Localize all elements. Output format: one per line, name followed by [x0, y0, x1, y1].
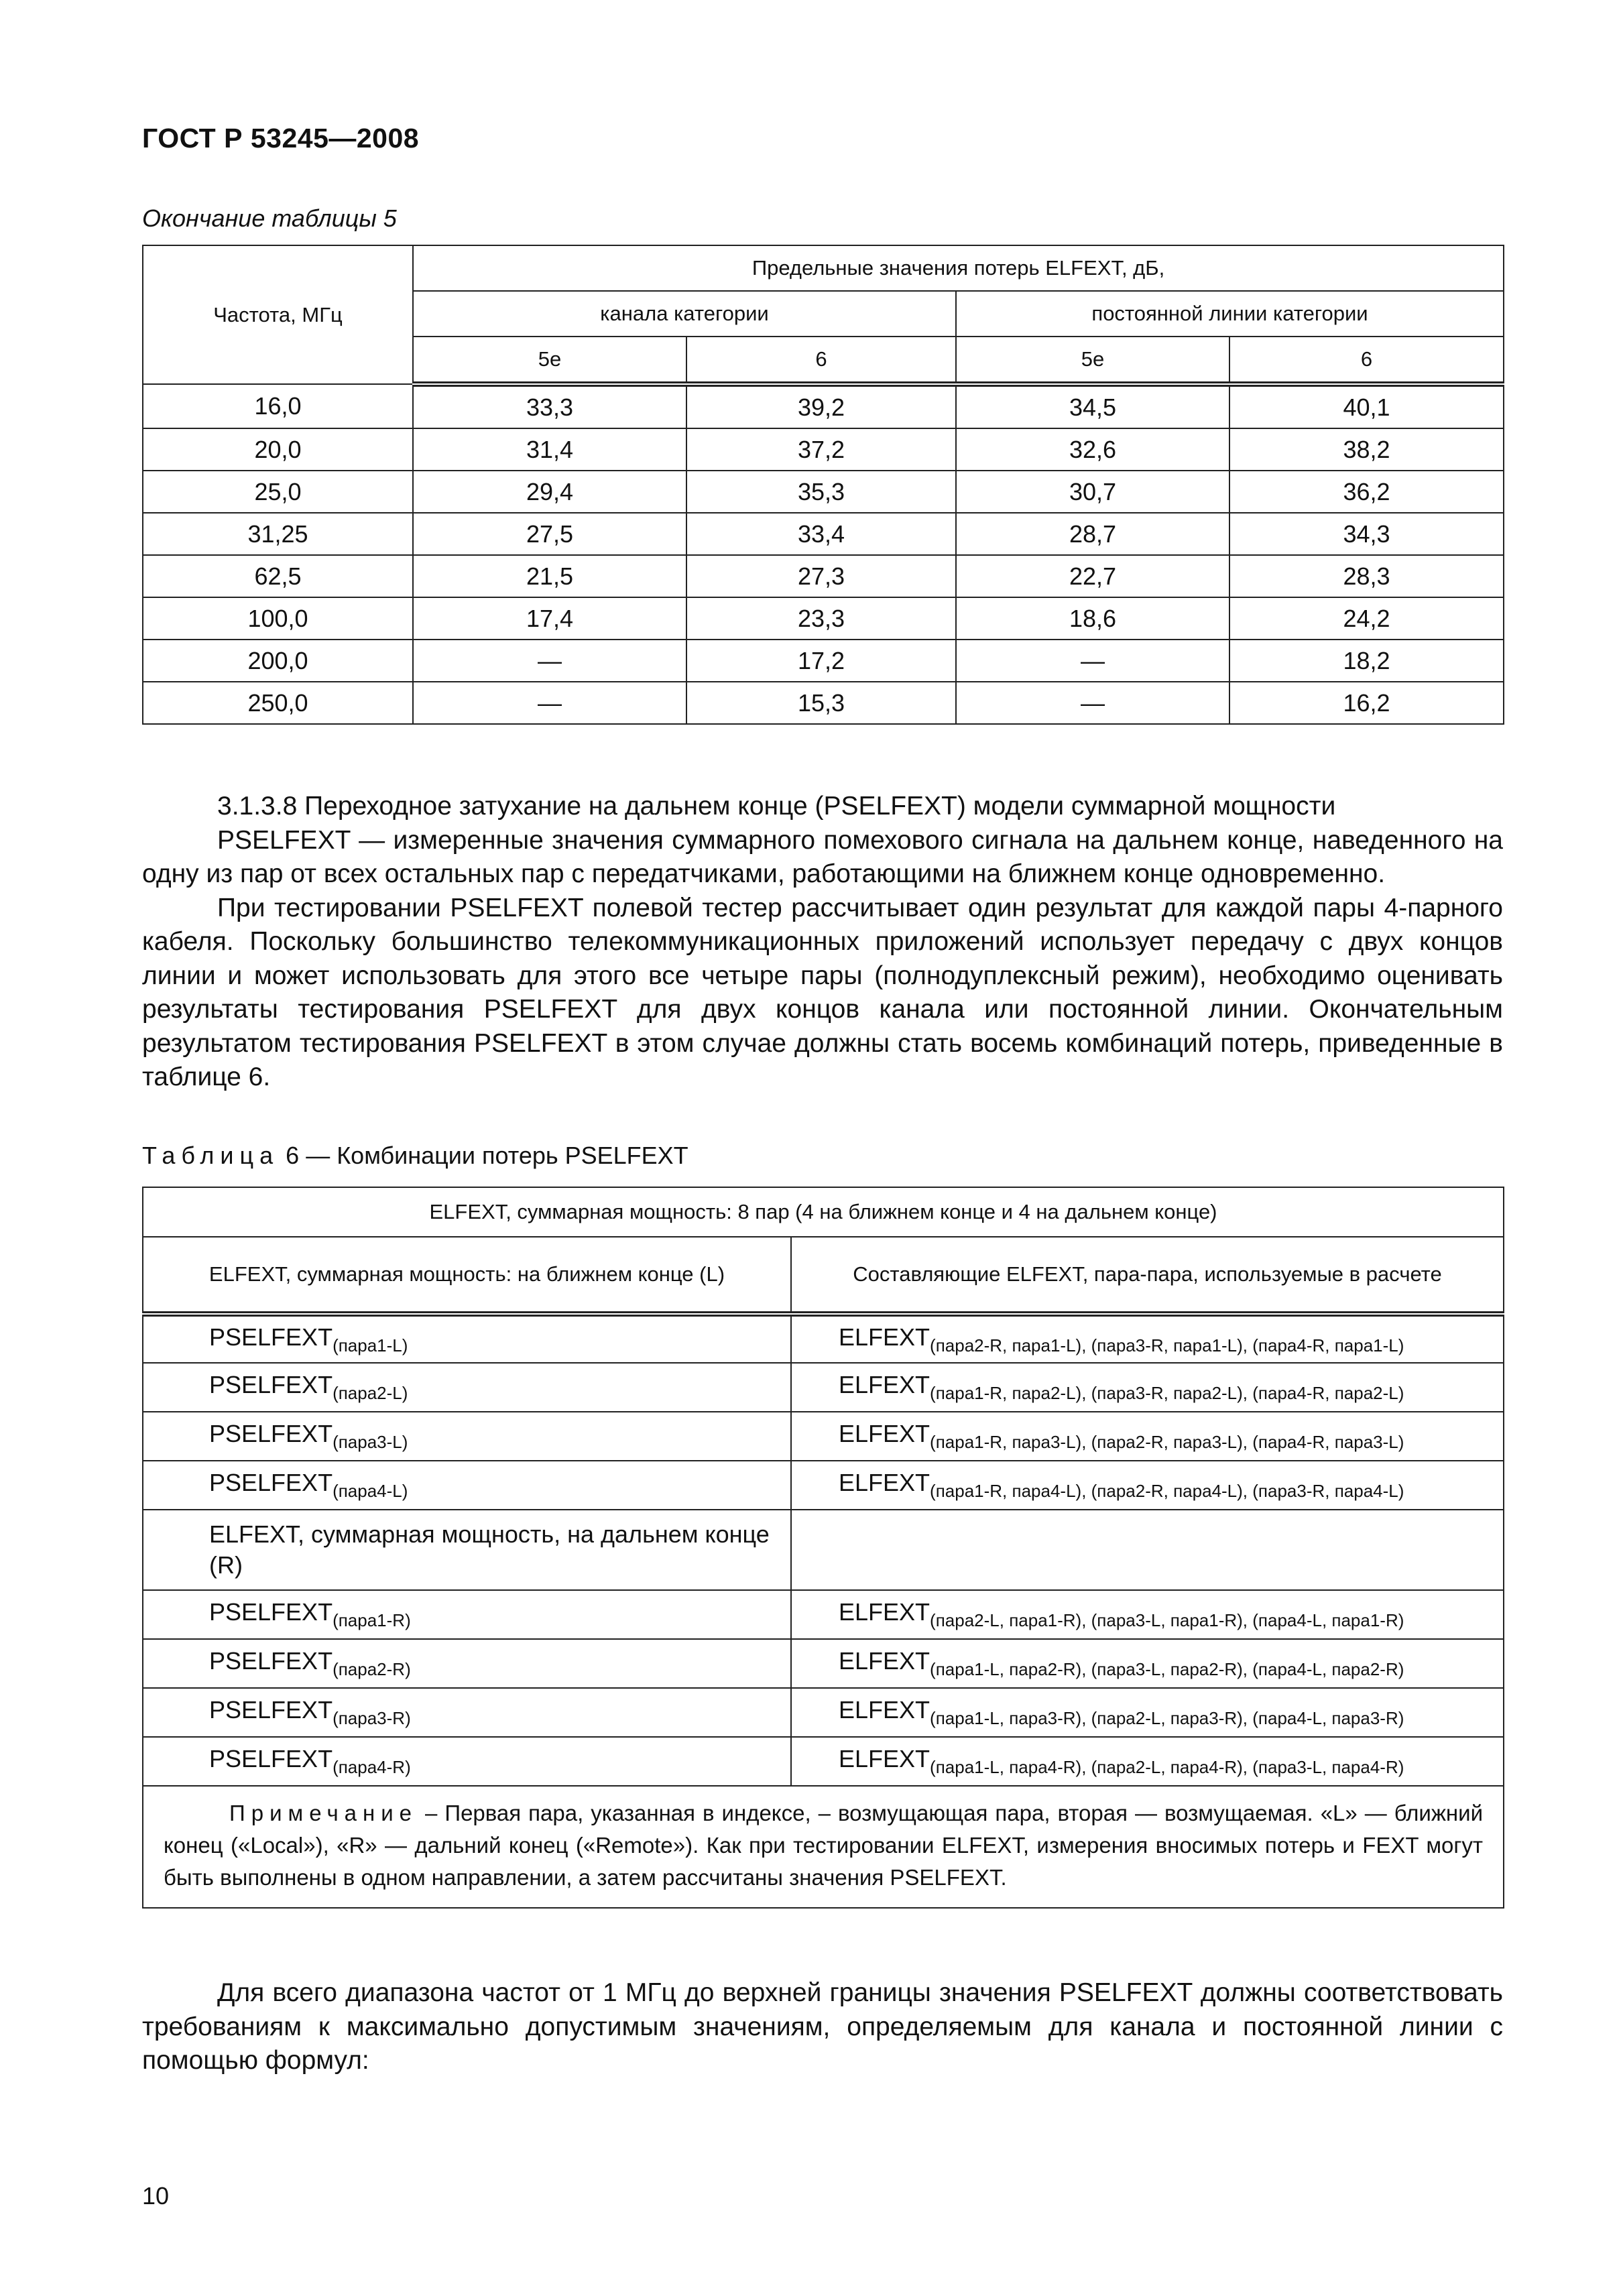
- table5: [142, 245, 1504, 725]
- cell-main: PSELFEXT: [209, 1469, 333, 1496]
- cell: 24,2: [1229, 597, 1504, 640]
- pselfext-cell: [143, 1737, 791, 1786]
- table-row: [143, 1412, 1504, 1461]
- cell: 200,0: [143, 640, 413, 682]
- cell-sub: (пара2-R, пара1-L), (пара3-R, пара1-L), (пара4-R, пара1-L): [930, 1335, 1404, 1355]
- elfext-cell: [791, 1363, 1504, 1412]
- pselfext-cell: [143, 1412, 791, 1461]
- table-row: [143, 640, 1504, 682]
- cell-main: ELFEXT: [839, 1420, 930, 1447]
- cell: —: [956, 640, 1229, 682]
- cell: 16,0: [143, 384, 413, 428]
- elfext-cell: [791, 1461, 1504, 1510]
- elfext-cell: [791, 1639, 1504, 1688]
- cell-main: PSELFEXT: [209, 1647, 333, 1675]
- cell: 20,0: [143, 428, 413, 471]
- cell: —: [956, 682, 1229, 724]
- cell-main: ELFEXT: [839, 1745, 930, 1772]
- closing-text: [142, 1976, 1503, 2078]
- cell: 40,1: [1229, 384, 1504, 428]
- cell-sub: (пара1-L, пара2-R), (пара3-L, пара2-R), (пара4-L, пара2-R): [930, 1659, 1404, 1679]
- cell: 17,2: [686, 640, 956, 682]
- cell-main: PSELFEXT: [209, 1696, 333, 1724]
- cell: 16,2: [1229, 682, 1504, 724]
- table6-near-header: ELFEXT, суммарная мощность: на ближнем конце (L): [143, 1237, 791, 1314]
- subcol-header: 5е: [413, 337, 686, 384]
- table-row: [143, 1363, 1504, 1412]
- table-row: [143, 1314, 1504, 1363]
- cell: 33,3: [413, 384, 686, 428]
- table-row: [143, 682, 1504, 724]
- table6-note: [143, 1786, 1504, 1908]
- cell: 25,0: [143, 471, 413, 513]
- table-row: [143, 1590, 1504, 1639]
- far-end-section-label: ELFEXT, суммарная мощность, на дальнем конце (R): [143, 1510, 791, 1590]
- cell-main: ELFEXT: [839, 1696, 930, 1724]
- col-channel-header: канала категории: [413, 291, 956, 337]
- cell-main: PSELFEXT: [209, 1420, 333, 1447]
- cell-sub: (пара1-R, пара3-L), (пара2-R, пара3-L), (пара4-R, пара3-L): [930, 1432, 1404, 1452]
- cell: 37,2: [686, 428, 956, 471]
- table-row: [143, 1461, 1504, 1510]
- cell: 18,6: [956, 597, 1229, 640]
- cell-sub: (пара4-L): [333, 1481, 408, 1501]
- document-header: ГОСТ Р 53245—2008: [142, 123, 420, 154]
- cell: 21,5: [413, 555, 686, 597]
- cell: 34,5: [956, 384, 1229, 428]
- cell-main: ELFEXT: [839, 1598, 930, 1626]
- subcol-header: 5е: [956, 337, 1229, 384]
- pselfext-cell: [143, 1688, 791, 1737]
- pselfext-cell: [143, 1639, 791, 1688]
- table-row: [143, 471, 1504, 513]
- table-row: [143, 555, 1504, 597]
- cell: 23,3: [686, 597, 956, 640]
- cell-main: ELFEXT: [839, 1371, 930, 1398]
- cell: 38,2: [1229, 428, 1504, 471]
- cell: 22,7: [956, 555, 1229, 597]
- cell: 29,4: [413, 471, 686, 513]
- cell: 28,3: [1229, 555, 1504, 597]
- table-row: [143, 1639, 1504, 1688]
- cell: 28,7: [956, 513, 1229, 555]
- cell: 15,3: [686, 682, 956, 724]
- cell-sub: (пара1-R, пара2-L), (пара3-R, пара2-L), (пара4-R, пара2-L): [930, 1383, 1404, 1403]
- paragraph: PSELFEXT — измеренные значения суммарного помехового сигнала на дальнем конце, наведенного на одну из пар от всех остальных пар с передатчиками, работающими на ближнем конце одновременно.: [142, 825, 1503, 888]
- cell-main: ELFEXT: [839, 1647, 930, 1675]
- subcol-header: 6: [686, 337, 956, 384]
- cell: 36,2: [1229, 471, 1504, 513]
- cell: 39,2: [686, 384, 956, 428]
- table-row: [143, 1688, 1504, 1737]
- paragraph: При тестировании PSELFEXT полевой тестер рассчитывает один результат для каждой пары 4-парного кабеля. Поскольку большинство телекоммуникационных приложений использует передачу с двух концов линии и может использовать для этого все четыре пары (полнодуплексный режим), необходимо оценивать результаты тестирования PSELFEXT для двух концов канала или постоянной линии. Окончательным результатом тестирования PSELFEXT в этом случае должны стать восемь комбинаций потерь, приведенные в таблице 6.: [142, 893, 1503, 1091]
- note-label: Примечание: [229, 1801, 418, 1825]
- cell: 31,25: [143, 513, 413, 555]
- cell-sub: (пара3-R): [333, 1708, 411, 1728]
- cell: 17,4: [413, 597, 686, 640]
- cell-main: PSELFEXT: [209, 1598, 333, 1626]
- cell: 31,4: [413, 428, 686, 471]
- cell-main: ELFEXT: [839, 1469, 930, 1496]
- cell: 250,0: [143, 682, 413, 724]
- elfext-cell: [791, 1412, 1504, 1461]
- section-text: [142, 790, 1503, 1095]
- col-frequency-header: Частота, МГц: [143, 245, 413, 384]
- elfext-cell: [791, 1314, 1504, 1363]
- page-number: 10: [142, 2182, 170, 2210]
- subcol-header: 6: [1229, 337, 1504, 384]
- empty-cell: [791, 1510, 1504, 1590]
- cell-main: PSELFEXT: [209, 1323, 333, 1351]
- table6-components-header: Составляющие ELFEXT, пара-пара, используемые в расчете: [791, 1237, 1504, 1314]
- cell: 62,5: [143, 555, 413, 597]
- cell-sub: (пара2-L): [333, 1383, 408, 1403]
- pselfext-cell: [143, 1314, 791, 1363]
- elfext-cell: [791, 1737, 1504, 1786]
- cell-sub: (пара1-L, пара3-R), (пара2-L, пара3-R), (пара4-L, пара3-R): [930, 1708, 1404, 1728]
- pselfext-cell: [143, 1363, 791, 1412]
- col-limits-header: Предельные значения потерь ELFEXT, дБ,: [413, 245, 1504, 291]
- cell-sub: (пара1-L, пара4-R), (пара2-L, пара4-R), (пара3-L, пара4-R): [930, 1757, 1404, 1777]
- col-permanent-header: постоянной линии категории: [956, 291, 1504, 337]
- cell: 18,2: [1229, 640, 1504, 682]
- table5-caption: Окончание таблицы 5: [142, 204, 397, 232]
- table-row: [143, 513, 1504, 555]
- cell-sub: (пара2-L, пара1-R), (пара3-L, пара1-R), (пара4-L, пара1-R): [930, 1610, 1404, 1630]
- cell: 34,3: [1229, 513, 1504, 555]
- cell: 100,0: [143, 597, 413, 640]
- cell: 30,7: [956, 471, 1229, 513]
- cell-sub: (пара1-L): [333, 1335, 408, 1355]
- cell: —: [413, 682, 686, 724]
- section-heading: 3.1.3.8 Переходное затухание на дальнем конце (PSELFEXT) модели суммарной мощности: [217, 792, 1336, 821]
- cell: 32,6: [956, 428, 1229, 471]
- cell-sub: (пара1-R): [333, 1610, 411, 1630]
- cell-sub: (пара1-R, пара4-L), (пара2-R, пара4-L), (пара3-R, пара4-L): [930, 1481, 1404, 1501]
- paragraph: Для всего диапазона частот от 1 МГц до верхней границы значения PSELFEXT должны соответствовать требованиям к максимально допустимым значениям, определяемым для канала и постоянной линии с помощью формул:: [142, 1978, 1503, 2075]
- cell: 35,3: [686, 471, 956, 513]
- pselfext-cell: [143, 1461, 791, 1510]
- table6-caption-label: Таблица: [142, 1142, 280, 1169]
- table-row: [143, 1737, 1504, 1786]
- cell-sub: (пара4-R): [333, 1757, 411, 1777]
- note-text: – Первая пара, указанная в индексе, – возмущающая пара, вторая — возмущаемая. «L» — ближний конец («Local»), «R» — дальний конец («Remote»). Как при тестировании ELFEXT, измерения вносимых потерь и FEXT могут быть выполнены в одном направлении, а затем рассчитаны значения PSELFEXT.: [164, 1801, 1484, 1890]
- table-row: [143, 597, 1504, 640]
- cell-sub: (пара3-L): [333, 1432, 408, 1452]
- cell-main: ELFEXT: [839, 1323, 930, 1351]
- table6-top-header: ELFEXT, суммарная мощность: 8 пар (4 на ближнем конце и 4 на дальнем конце): [143, 1187, 1504, 1237]
- table-row: [143, 428, 1504, 471]
- elfext-cell: [791, 1688, 1504, 1737]
- elfext-cell: [791, 1590, 1504, 1639]
- table6: [142, 1187, 1504, 1909]
- cell: 27,5: [413, 513, 686, 555]
- cell-sub: (пара2-R): [333, 1659, 411, 1679]
- cell: 33,4: [686, 513, 956, 555]
- table-row: [143, 384, 1504, 428]
- cell-main: PSELFEXT: [209, 1371, 333, 1398]
- cell-main: PSELFEXT: [209, 1745, 333, 1772]
- pselfext-cell: [143, 1590, 791, 1639]
- cell: —: [413, 640, 686, 682]
- cell: 27,3: [686, 555, 956, 597]
- table6-caption-title: 6 — Комбинации потерь PSELFEXT: [286, 1142, 688, 1169]
- table6-caption: [142, 1142, 688, 1170]
